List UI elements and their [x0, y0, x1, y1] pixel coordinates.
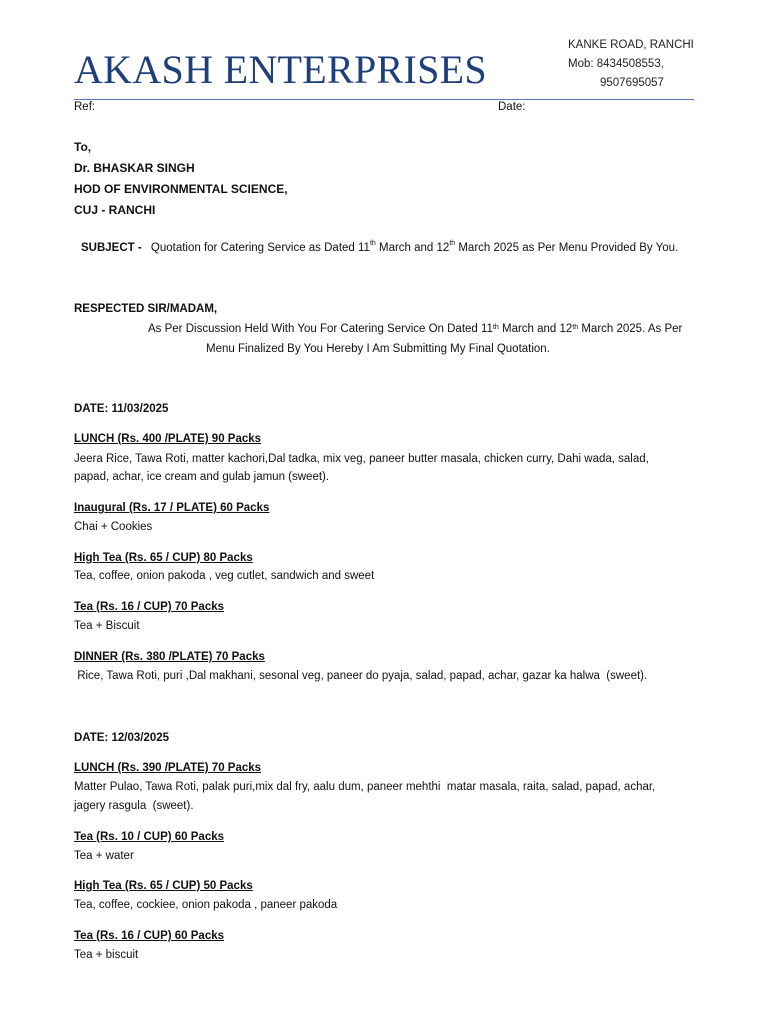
ref-label: Ref:: [74, 101, 96, 113]
day2-tea-line: Tea + water: [74, 850, 134, 862]
recipient-to: To,: [74, 140, 92, 154]
day1-tea-heading: Tea (Rs. 16 / CUP) 70 Packs: [74, 601, 224, 613]
day1-hightea-line: Tea, coffee, onion pakoda , veg cutlet, sandwich and sweet: [74, 570, 375, 582]
mobile-line: Mob: 8434508553,: [568, 58, 664, 70]
address-line: KANKE ROAD, RANCHI: [568, 39, 694, 51]
company-name: AKASH ENTERPRISES: [74, 47, 487, 92]
subject-label: SUBJECT -: [81, 242, 142, 254]
recipient-org: CUJ - RANCHI: [74, 203, 156, 217]
mobile-line-2: 9507695057: [600, 77, 664, 89]
day2-lunch-heading: LUNCH (Rs. 390 /PLATE) 70 Packs: [74, 762, 262, 774]
day1-lunch-line-1: Jeera Rice, Tawa Roti, matter kachori,Dal tadka, mix veg, paneer butter masala, chicken curry, Dahi wada, salad,: [74, 453, 649, 465]
day1-hightea-heading: High Tea (Rs. 65 / CUP) 80 Packs: [74, 552, 253, 564]
subject-text: Quotation for Catering Service as Dated 11th March and 12th March 2025 as Per Menu Provided By You.: [150, 240, 679, 254]
day1-dinner-line: Rice, Tawa Roti, puri ,Dal makhani, sesonal veg, paneer do pyaja, salad, papad, achar, gazar ka halwa (sweet).: [74, 670, 648, 682]
header-divider: [74, 99, 694, 100]
day2-lunch-line-2: jagery rasgula (sweet).: [74, 800, 194, 812]
day2-tea2-line: Tea + biscuit: [74, 949, 139, 961]
day2-hightea-heading: High Tea (Rs. 65 / CUP) 50 Packs: [74, 880, 253, 892]
salutation: RESPECTED SIR/MADAM,: [74, 303, 218, 315]
day2-lunch-line-1: Matter Pulao, Tawa Roti, palak puri,mix dal fry, aalu dum, paneer mehthi matar masala, raita, salad, papad, achar,: [74, 781, 656, 793]
day2-hightea-line: Tea, coffee, cockiee, onion pakoda , paneer pakoda: [74, 899, 338, 911]
body-line-2: Menu Finalized By You Hereby I Am Submitting My Final Quotation.: [206, 343, 550, 355]
recipient-name: Dr. BHASKAR SINGH: [74, 161, 195, 175]
day1-dinner-heading: DINNER (Rs. 380 /PLATE) 70 Packs: [74, 651, 265, 663]
day1-inaugural-heading: Inaugural (Rs. 17 / PLATE) 60 Packs: [74, 502, 270, 514]
day1-lunch-line-2: papad, achar, ice cream and gulab jamun (sweet).: [74, 471, 330, 483]
recipient-title: HOD OF ENVIRONMENTAL SCIENCE,: [74, 182, 288, 196]
day1-date: DATE: 11/03/2025: [74, 403, 169, 415]
day1-lunch-heading: LUNCH (Rs. 400 /PLATE) 90 Packs: [74, 433, 262, 445]
day2-tea2-heading: Tea (Rs. 16 / CUP) 60 Packs: [74, 930, 224, 942]
day1-tea-line: Tea + Biscuit: [74, 620, 140, 632]
subject-line: [81, 242, 678, 254]
day2-tea-heading: Tea (Rs. 10 / CUP) 60 Packs: [74, 831, 224, 843]
day2-date: DATE: 12/03/2025: [74, 732, 170, 744]
date-label: Date:: [498, 101, 526, 113]
day1-inaugural-line: Chai + Cookies: [74, 521, 153, 533]
body-line-1: As Per Discussion Held With You For Catering Service On Dated 11th March and 12th March 2025. As Per: [148, 323, 683, 335]
